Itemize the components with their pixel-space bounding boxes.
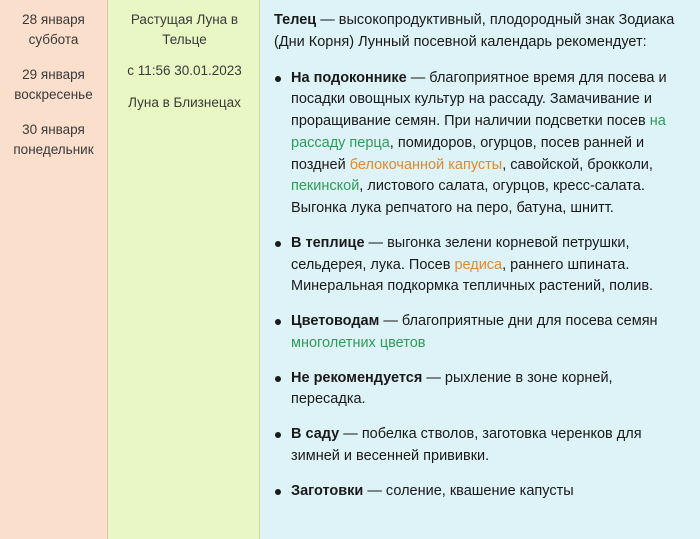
tip-item: [274, 481, 690, 503]
moon-column: [108, 0, 260, 539]
tip-title: В саду: [291, 426, 340, 442]
tip-text: — выгонка зелени корневой петрушки, сельдерея, лука. Посев: [291, 234, 630, 273]
tip-highlight: многолетних цветов: [291, 334, 426, 351]
recommendations-column: [260, 0, 700, 539]
moon-transition-time: с 11:56 30.01.2023: [127, 63, 242, 79]
date-day: 30 января: [22, 122, 85, 138]
date-day: 29 января: [22, 67, 85, 83]
tip-title: Не рекомендуется: [291, 369, 423, 386]
date-entry: [4, 120, 103, 159]
tip-item: [274, 368, 690, 412]
tip-item: [274, 68, 690, 220]
tip-text: — благоприятное время для посева и посадки овощных культур на рассаду. Замачивание и проращивание семян. При наличии подсветки посев: [291, 69, 667, 129]
date-entry: [4, 65, 103, 104]
date-entry: [4, 10, 103, 49]
tip-text: — соление, квашение капусты: [363, 482, 574, 499]
tip-text: , раннего шпината. Минеральная подкормка тепличных растений, полив.: [291, 256, 654, 295]
intro-paragraph: [274, 10, 690, 54]
tip-title: Заготовки: [291, 482, 364, 499]
tip-item: [274, 311, 690, 355]
intro-title: Телец: [274, 12, 317, 28]
tip-text: — побелка стволов, заготовка черенков для зимней и весенней прививки.: [291, 426, 642, 464]
tip-text: , листового салата, огурцов, кресс-салата. Выгонка лука репчатого на перо, батуна, шнитт.: [291, 178, 645, 216]
tip-highlight: на рассаду перца: [291, 113, 666, 151]
tip-title: Цветоводам: [291, 313, 380, 329]
dates-column: [0, 0, 108, 539]
moon-phase-text: Растущая Луна в Тельце: [130, 12, 239, 47]
intro-text: — высокопродуктивный, плодородный знак Зодиака (Дни Корня) Лунный посевной календарь рекомендует:: [274, 12, 675, 50]
date-weekday: понедельник: [13, 141, 94, 157]
tip-text: , савойской, брокколи,: [502, 156, 653, 173]
tip-title: На подоконнике: [291, 69, 407, 86]
date-weekday: воскресенье: [14, 86, 93, 102]
tip-text: — благоприятные дни для посева семян: [379, 313, 658, 329]
tip-title: В теплице: [291, 234, 365, 251]
tips-list: [274, 68, 690, 503]
date-day: 28 января: [22, 12, 85, 27]
tip-highlight: редиса: [454, 256, 503, 273]
tip-item: [274, 233, 690, 298]
tip-highlight: пекинской: [291, 178, 360, 195]
tip-text: — рыхление в зоне корней, пересадка.: [291, 369, 613, 408]
tip-item: [274, 424, 690, 468]
moon-next-sign: Луна в Близнецах: [128, 94, 241, 110]
tip-highlight: белокочанной капусты: [349, 156, 503, 173]
date-weekday: суббота: [28, 31, 79, 47]
tip-text: , помидоров, огурцов, посев ранней и поздней: [291, 134, 645, 173]
